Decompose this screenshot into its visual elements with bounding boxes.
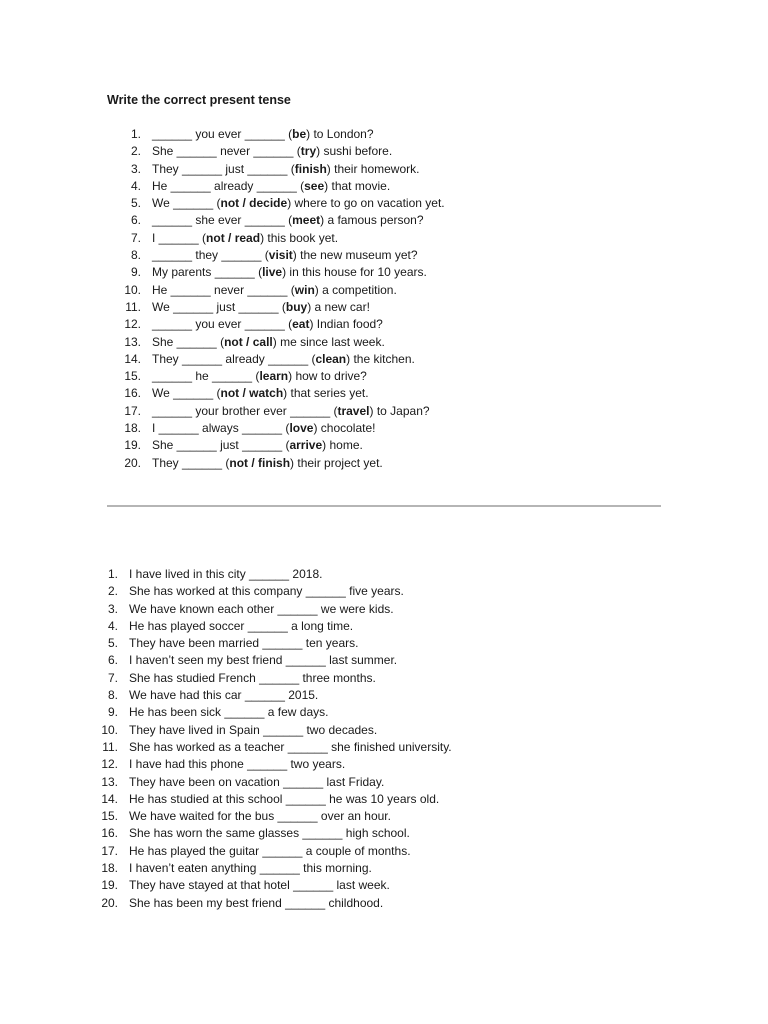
- sentence-start: He ______ never ______ (: [152, 282, 295, 297]
- item-sentence: [152, 351, 415, 368]
- item-number: 2.: [130, 144, 141, 159]
- item-number: 11.: [125, 299, 141, 314]
- sentence-end: ) how to drive?: [288, 369, 367, 384]
- item-number: 12.: [124, 317, 141, 332]
- exercise-item: [84, 687, 452, 704]
- verb-hint: not / decide: [220, 196, 288, 211]
- exercise-item: [84, 722, 452, 739]
- item-number: 5.: [107, 636, 118, 651]
- exercise-item: [107, 178, 445, 195]
- item-number: 14.: [124, 351, 141, 366]
- item-sentence: She has worn the same glasses ______ high school.: [129, 826, 410, 841]
- item-number: 14.: [101, 791, 118, 806]
- verb-hint: love: [289, 421, 314, 436]
- item-number: 15.: [101, 809, 118, 824]
- item-sentence: He has played the guitar ______ a couple of months.: [129, 843, 411, 858]
- item-number: 3.: [130, 161, 141, 176]
- item-sentence: I have had this phone ______ two years.: [129, 757, 346, 772]
- sentence-start: ______ he ______ (: [152, 369, 260, 384]
- item-sentence: They have stayed at that hotel ______ last week.: [129, 878, 390, 893]
- exercise-item: [84, 670, 452, 687]
- sentence-end: ) sushi before.: [316, 144, 393, 159]
- sentence-end: ) to London?: [306, 127, 374, 141]
- exercise-item: [107, 212, 445, 229]
- sentence-start: ______ you ever ______ (: [152, 317, 293, 332]
- item-number: 13.: [124, 334, 141, 349]
- sentence-start: She ______ (: [152, 334, 225, 349]
- item-sentence: I haven’t seen my best friend ______ last summer.: [129, 653, 398, 668]
- item-sentence: [152, 264, 427, 281]
- exercise-item: [107, 437, 445, 454]
- item-number: 1.: [107, 567, 118, 581]
- exercise-item: [84, 583, 452, 600]
- sentence-start: They ______ (: [152, 455, 230, 470]
- sentence-end: ) the new museum yet?: [292, 248, 418, 263]
- sentence-end: ) their project yet.: [290, 455, 383, 470]
- item-number: 17.: [124, 403, 141, 418]
- sentence-start: We ______ just ______ (: [152, 299, 286, 314]
- section-divider: [107, 505, 661, 507]
- sentence-end: ) to Japan?: [369, 403, 430, 418]
- item-sentence: I have lived in this city ______ 2018.: [129, 567, 323, 581]
- exercise-item: [84, 618, 452, 635]
- sentence-end: ) the kitchen.: [346, 351, 415, 366]
- item-number: 15.: [124, 369, 141, 384]
- item-sentence: [152, 403, 430, 420]
- exercise-item: [84, 808, 452, 825]
- verb-hint: arrive: [289, 438, 323, 453]
- item-number: 20.: [101, 895, 118, 910]
- verb-hint: try: [300, 144, 317, 159]
- sentence-end: ) me since last week.: [272, 334, 385, 349]
- item-sentence: [152, 385, 369, 402]
- item-number: 6.: [130, 213, 141, 228]
- verb-hint: not / call: [224, 334, 273, 349]
- item-number: 19.: [101, 878, 118, 893]
- item-number: 10.: [101, 722, 118, 737]
- item-number: 9.: [130, 265, 141, 280]
- exercise-item: [84, 756, 452, 773]
- sentence-start: They ______ just ______ (: [152, 161, 295, 176]
- sentence-start: She ______ never ______ (: [152, 144, 301, 159]
- item-sentence: He has played soccer ______ a long time.: [129, 618, 354, 633]
- exercise-item: [84, 895, 452, 912]
- sentence-end: ) in this house for 10 years.: [282, 265, 427, 280]
- item-number: 18.: [124, 421, 141, 436]
- item-number: 5.: [130, 196, 141, 211]
- exercise-item: [84, 843, 452, 860]
- exercise-list-present-perfect: [107, 126, 445, 472]
- item-number: 20.: [124, 455, 141, 470]
- item-sentence: [152, 212, 424, 229]
- exercise-item: [84, 601, 452, 618]
- exercise-item: [84, 704, 452, 721]
- verb-hint: learn: [259, 369, 289, 384]
- item-sentence: I haven’t eaten anything ______ this morning.: [129, 861, 372, 876]
- exercise-item: [107, 368, 445, 385]
- exercise-item: [107, 455, 445, 472]
- item-number: 9.: [107, 705, 118, 720]
- sentence-end: ) a competition.: [314, 282, 397, 297]
- exercise-item: [84, 774, 452, 791]
- item-sentence: [152, 420, 376, 437]
- exercise-item: [84, 877, 452, 894]
- sentence-end: ) that movie.: [324, 178, 391, 193]
- sentence-end: ) that series yet.: [283, 386, 369, 401]
- item-sentence: She has studied French ______ three months.: [129, 670, 376, 685]
- verb-hint: finish: [294, 161, 327, 176]
- item-sentence: [152, 178, 390, 195]
- exercise-item: [107, 334, 445, 351]
- exercise-item: [107, 351, 445, 368]
- item-number: 17.: [101, 843, 118, 858]
- exercise-item: [107, 195, 445, 212]
- sentence-start: I ______ always ______ (: [152, 421, 290, 436]
- sentence-start: I ______ (: [152, 230, 207, 245]
- exercise-item: [107, 420, 445, 437]
- item-sentence: They have lived in Spain ______ two decades.: [129, 722, 378, 737]
- item-sentence: [152, 437, 363, 454]
- sentence-start: ______ your brother ever ______ (: [152, 403, 338, 418]
- item-sentence: We have known each other ______ we were kids.: [129, 601, 394, 616]
- item-sentence: We have waited for the bus ______ over an hour.: [129, 809, 391, 824]
- verb-hint: buy: [285, 299, 308, 314]
- sentence-end: ) Indian food?: [309, 317, 383, 332]
- sentence-end: ) where to go on vacation yet.: [287, 196, 445, 211]
- exercise-item: [84, 739, 452, 756]
- exercise-item: [107, 299, 445, 316]
- sentence-start: ______ you ever ______ (: [152, 127, 293, 141]
- sentence-end: ) this book yet.: [260, 230, 339, 245]
- item-number: 8.: [130, 248, 141, 263]
- exercise-item: [107, 230, 445, 247]
- item-sentence: [152, 368, 367, 385]
- item-sentence: [152, 299, 370, 316]
- item-number: 10.: [124, 282, 141, 297]
- exercise-item: [107, 161, 445, 178]
- item-sentence: They have been married ______ ten years.: [129, 636, 359, 651]
- sentence-end: ) a famous person?: [320, 213, 424, 228]
- verb-hint: travel: [337, 403, 370, 418]
- item-sentence: [152, 126, 374, 143]
- item-sentence: [152, 230, 338, 247]
- sentence-start: ______ she ever ______ (: [152, 213, 293, 228]
- item-sentence: She has been my best friend ______ childhood.: [129, 895, 384, 910]
- exercise-list-since-for: [84, 566, 452, 912]
- item-sentence: [152, 143, 392, 160]
- item-number: 3.: [107, 601, 118, 616]
- verb-hint: be: [292, 127, 307, 141]
- item-number: 8.: [107, 688, 118, 703]
- worksheet-title: Write the correct present tense: [107, 93, 291, 107]
- exercise-item: [107, 247, 445, 264]
- exercise-item: [84, 860, 452, 877]
- verb-hint: clean: [315, 351, 347, 366]
- item-sentence: [152, 316, 383, 333]
- verb-hint: meet: [292, 213, 321, 228]
- verb-hint: not / read: [206, 230, 261, 245]
- item-number: 12.: [101, 757, 118, 772]
- sentence-end: ) home.: [322, 438, 363, 453]
- sentence-start: We ______ (: [152, 386, 221, 401]
- exercise-item: [84, 566, 452, 583]
- verb-hint: visit: [268, 248, 293, 263]
- exercise-item: [84, 635, 452, 652]
- item-sentence: She has worked as a teacher ______ she finished university.: [129, 739, 452, 754]
- verb-hint: eat: [292, 317, 310, 332]
- sentence-end: ) their homework.: [326, 161, 420, 176]
- item-sentence: We have had this car ______ 2015.: [129, 688, 319, 703]
- item-number: 7.: [130, 230, 141, 245]
- exercise-item: [107, 316, 445, 333]
- sentence-start: She ______ just ______ (: [152, 438, 290, 453]
- sentence-start: We ______ (: [152, 196, 221, 211]
- exercise-item: [84, 825, 452, 842]
- sentence-start: They ______ already ______ (: [152, 351, 316, 366]
- sentence-start: ______ they ______ (: [152, 248, 269, 263]
- sentence-end: ) a new car!: [307, 299, 370, 314]
- item-sentence: [152, 195, 445, 212]
- verb-hint: live: [262, 265, 283, 280]
- sentence-start: My parents ______ (: [152, 265, 263, 280]
- item-number: 2.: [107, 584, 118, 599]
- item-sentence: She has worked at this company ______ five years.: [129, 584, 404, 599]
- item-number: 18.: [101, 861, 118, 876]
- item-sentence: He has been sick ______ a few days.: [129, 705, 329, 720]
- item-number: 4.: [107, 618, 118, 633]
- exercise-item: [107, 143, 445, 160]
- item-number: 6.: [107, 653, 118, 668]
- exercise-item: [107, 282, 445, 299]
- verb-hint: see: [304, 178, 325, 193]
- sentence-end: ) chocolate!: [313, 421, 376, 436]
- item-number: 13.: [101, 774, 118, 789]
- item-number: 19.: [124, 438, 141, 453]
- exercise-item: [84, 791, 452, 808]
- item-sentence: [152, 282, 397, 299]
- item-number: 16.: [124, 386, 141, 401]
- exercise-item: [84, 652, 452, 669]
- exercise-item: [107, 264, 445, 281]
- verb-hint: not / watch: [220, 386, 284, 401]
- item-number: 1.: [130, 127, 141, 141]
- item-sentence: [152, 247, 418, 264]
- sentence-start: He ______ already ______ (: [152, 178, 305, 193]
- verb-hint: not / finish: [229, 455, 291, 470]
- item-sentence: They have been on vacation ______ last Friday.: [129, 774, 385, 789]
- item-sentence: [152, 334, 385, 351]
- item-sentence: [152, 455, 383, 472]
- verb-hint: win: [294, 282, 315, 297]
- exercise-item: [107, 403, 445, 420]
- item-number: 16.: [101, 826, 118, 841]
- exercise-item: [107, 126, 445, 143]
- item-number: 7.: [107, 670, 118, 685]
- item-number: 11.: [102, 739, 118, 754]
- item-sentence: He has studied at this school ______ he was 10 years old.: [129, 791, 440, 806]
- item-number: 4.: [130, 178, 141, 193]
- exercise-item: [107, 385, 445, 402]
- item-sentence: [152, 161, 419, 178]
